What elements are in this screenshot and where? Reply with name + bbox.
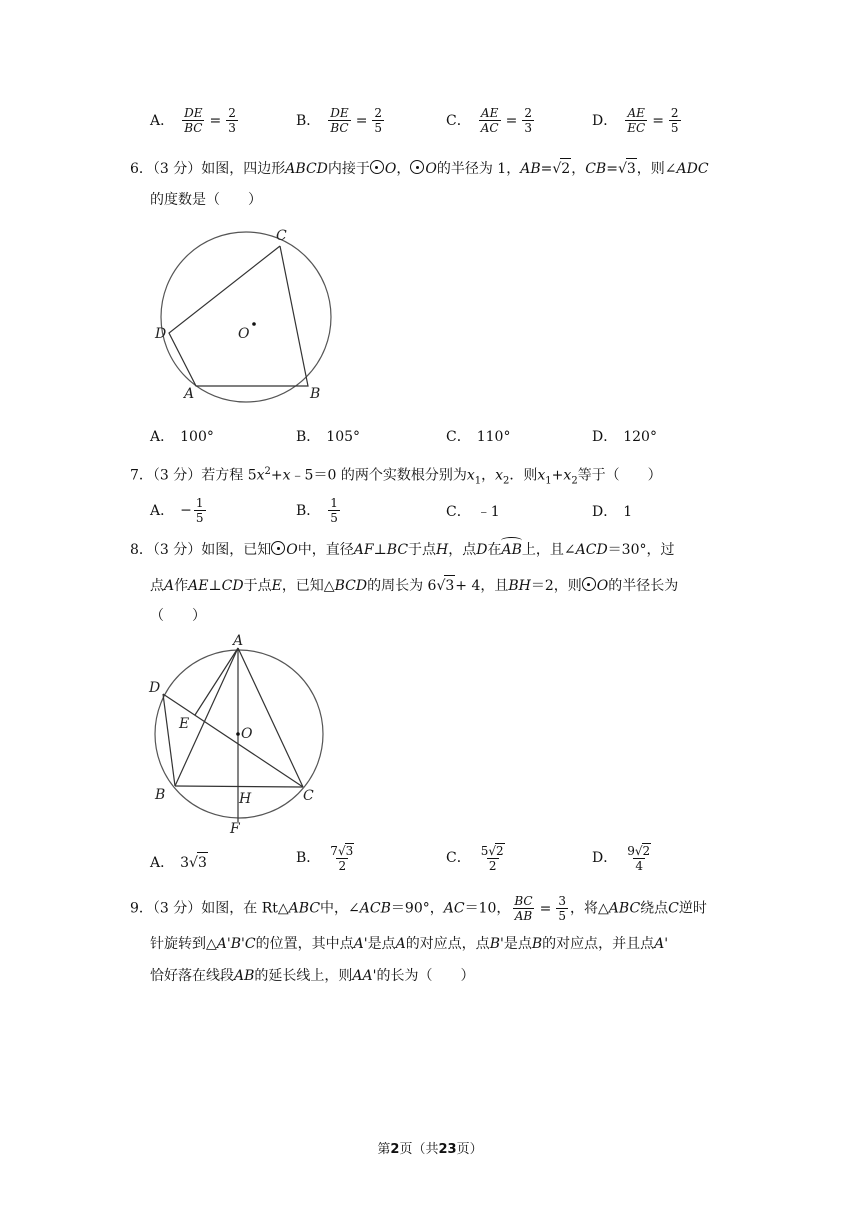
denominator: 2 (488, 859, 497, 873)
subscript: 1 (474, 475, 482, 487)
stem-text: 的半径长为 (608, 578, 679, 594)
math-var: A (164, 578, 175, 594)
stem-text: 作 (174, 578, 189, 594)
option-label: A． (150, 429, 175, 445)
stem-text: 等于（ ） (577, 467, 662, 484)
stem-text: 于点 (408, 542, 437, 558)
option-label: C． (446, 112, 471, 129)
q7-option-d[interactable] (592, 502, 632, 522)
subscript: 2 (503, 475, 510, 487)
stem-text: ，点 (448, 542, 477, 558)
fraction (625, 843, 653, 873)
stem-text: + (270, 467, 283, 484)
circle-dot-symbol (410, 160, 424, 174)
q7-option-a[interactable] (150, 496, 208, 525)
stem-text: 如图，在 Rt△ (201, 900, 289, 917)
stem-text: ， (571, 161, 586, 177)
numerator: 2 (670, 106, 679, 120)
fraction-value (669, 106, 681, 135)
math-var: ABC (288, 900, 321, 917)
footer-text: 页（共 (399, 1142, 439, 1157)
total-pages: 23 (438, 1142, 457, 1157)
sqrt-sign: √ (617, 161, 627, 177)
denominator: 5 (670, 121, 679, 135)
math-var: CD (221, 578, 244, 594)
math-var: x (256, 467, 265, 484)
stem-text: = (540, 161, 553, 177)
equals: = (209, 112, 222, 129)
math-var: x (282, 467, 291, 484)
option-label: D． (592, 112, 618, 129)
option-value: 100° (180, 429, 214, 445)
math-var: A' (654, 936, 669, 952)
sqrt-sign: √ (488, 844, 497, 858)
sqrt-sign: √ (337, 844, 346, 858)
stem-text: ＝30°，过 (607, 542, 675, 558)
q5-option-b[interactable] (296, 106, 386, 135)
score: （3 分） (152, 900, 202, 917)
option-label: C． (446, 504, 471, 520)
numerator: DE (330, 106, 349, 120)
footer-text: 页） (456, 1142, 483, 1157)
denominator: 5 (558, 909, 566, 923)
math-var: B (531, 936, 543, 952)
q6-figure-circle-quadrilateral (150, 226, 340, 416)
coefficient: 9 (627, 844, 635, 858)
fraction (328, 843, 356, 873)
q8-stem-line2 (150, 575, 678, 596)
stem-text: ＝10， (464, 900, 511, 917)
stem-text: 针旋转到△ (150, 936, 217, 952)
q7-option-b[interactable] (296, 496, 342, 525)
stem-text: ，已知△ (281, 578, 335, 594)
question-number: 9． (130, 900, 153, 917)
sqrt-sign: √ (436, 578, 446, 594)
q9-stem-line2 (150, 934, 668, 954)
coefficient: 3 (180, 855, 190, 871)
q9-stem-line3 (150, 966, 474, 986)
q6-option-a[interactable] (150, 427, 214, 447)
numerator: DE (184, 106, 203, 120)
math-var: D (476, 542, 488, 558)
equals: = (539, 900, 552, 917)
math-var: O (286, 542, 298, 558)
equals: = (505, 112, 518, 129)
label-d: D (155, 326, 167, 342)
q5-option-d[interactable] (592, 106, 683, 135)
segment-dc (163, 694, 303, 787)
circle-dot-symbol (582, 577, 596, 591)
q6-stem-line1 (130, 158, 709, 179)
stem-text: ﹣5＝0 的两个实数根分别为 (290, 467, 467, 484)
math-var: x (563, 467, 572, 484)
center-point (236, 732, 240, 736)
label-b: B (155, 787, 166, 803)
math-var: ABC (608, 900, 641, 917)
radicand: 3 (444, 575, 455, 596)
stem-text: 的对应点，并且点 (542, 936, 655, 952)
denominator: AC (480, 121, 499, 135)
math-var: AC (443, 900, 465, 917)
equals: = (355, 112, 368, 129)
option-value: 110° (476, 429, 511, 445)
subscript: 2 (571, 475, 578, 487)
subscript: 1 (545, 475, 552, 487)
fraction (328, 106, 350, 135)
stem-text: ＝90°， (390, 900, 444, 917)
label-d: D (149, 680, 161, 696)
math-var: BH (508, 578, 531, 594)
radicand: 2 (642, 844, 651, 858)
q7-option-c[interactable] (446, 502, 500, 522)
label-a: A (184, 386, 195, 402)
math-var: A' (353, 936, 368, 952)
math-var: AF (353, 542, 374, 558)
radicand: 3 (626, 158, 637, 179)
stem-text: 恰好落在线段 (150, 968, 234, 984)
stem-text: 的延长线上，则 (254, 968, 353, 984)
label-c: C (276, 228, 287, 244)
math-var: BCD (334, 578, 368, 594)
fraction (194, 496, 206, 525)
stem-text: 的对应点，点 (405, 936, 490, 952)
q8-option-c[interactable] (446, 843, 509, 873)
q6-stem-line2: 的度数是（ ） (150, 192, 262, 208)
stem-text: 的周长为 6 (367, 578, 437, 594)
math-var: C (668, 900, 679, 917)
stem-text: ⊥ (373, 542, 387, 558)
math-var: O (384, 161, 397, 177)
fraction-value (372, 106, 384, 135)
option-value: ﹣1 (476, 504, 500, 520)
question-number: 6． (130, 161, 153, 177)
stem-text: 中，直径 (297, 542, 354, 558)
sqrt-sign: √ (552, 161, 562, 177)
coefficient: 7 (330, 844, 338, 858)
fraction-value (226, 106, 238, 135)
stem-text: 是点 (503, 936, 532, 952)
score: （3 分） (152, 542, 202, 558)
math-var: ADC (676, 161, 709, 177)
math-var: E (271, 578, 282, 594)
math-var: O (596, 578, 609, 594)
stem-text: ， (396, 161, 411, 177)
radicand: 3 (345, 844, 354, 858)
denominator: BC (330, 121, 349, 135)
q7-stem (130, 462, 662, 491)
label-f: F (230, 821, 240, 837)
fraction-value (556, 894, 568, 923)
center-point (252, 322, 256, 326)
chord-bc (175, 786, 303, 787)
fraction (479, 843, 507, 873)
numerator: BC (514, 894, 533, 908)
stem-text: 点 (150, 578, 164, 594)
fraction (625, 106, 647, 135)
math-var: B' (489, 936, 504, 952)
denominator: 3 (228, 121, 236, 135)
sqrt-sign: √ (634, 844, 643, 858)
stem-text: 逆时 (678, 900, 707, 917)
option-label: A． (150, 855, 175, 871)
stem-text: 是点 (367, 936, 396, 952)
option-label: B． (296, 112, 321, 129)
label-e: E (179, 716, 190, 732)
denominator: BC (184, 121, 203, 135)
q8-option-d[interactable] (592, 843, 655, 873)
numerator: 2 (228, 106, 236, 120)
segment-ac (238, 648, 303, 787)
denominator: EC (627, 121, 646, 135)
question-number: 7． (130, 467, 153, 484)
quadrilateral-abcd (169, 246, 308, 386)
coefficient: 5 (480, 844, 489, 858)
equals: = (652, 112, 664, 129)
denominator: 5 (195, 511, 204, 525)
option-label: D． (592, 850, 618, 866)
denominator: 5 (374, 121, 383, 135)
circle-dot-symbol (271, 541, 285, 555)
stem-text: 于点 (243, 578, 272, 594)
math-var: O (425, 161, 437, 177)
page-footer (0, 1138, 860, 1157)
q8-option-a[interactable] (150, 852, 208, 873)
option-label: A． (150, 112, 175, 129)
score: （3 分） (152, 467, 202, 484)
fraction (328, 496, 340, 525)
segment-ae (195, 648, 238, 715)
stem-text: 的长为（ ） (376, 968, 475, 984)
option-value: 120° (623, 429, 657, 445)
label-o: O (241, 726, 253, 742)
stem-text: 上，且∠ (521, 542, 576, 558)
stem-text: 中，∠ (320, 900, 360, 917)
math-var: AA' (352, 968, 377, 984)
math-var: H (436, 542, 449, 558)
label-h: H (239, 791, 252, 807)
radicand: 3 (197, 852, 208, 873)
math-var: ACD (575, 542, 608, 558)
q5-option-c[interactable] (446, 106, 536, 135)
arc-ab: AB (501, 542, 522, 558)
q6-option-d[interactable] (592, 427, 657, 447)
stem-text: + 4，且 (455, 578, 509, 594)
superscript: 2 (264, 466, 271, 477)
stem-text: 绕点 (640, 900, 669, 917)
stem-text: ，将△ (570, 900, 609, 917)
q6-option-c[interactable] (446, 427, 510, 447)
footer-text: 第 (377, 1142, 391, 1157)
math-var: A (395, 936, 406, 952)
fraction (479, 106, 501, 135)
sqrt-sign: √ (189, 855, 198, 871)
denominator: 4 (635, 859, 644, 873)
denominator: 5 (330, 511, 338, 525)
label-b: B (310, 386, 321, 402)
math-var: AB (520, 161, 541, 177)
option-label: D． (592, 429, 618, 445)
q8-stem-line3: （ ） (150, 608, 206, 624)
stem-text: 如图，四边形 (201, 161, 286, 177)
numerator: 1 (330, 496, 338, 510)
fraction-value (522, 106, 534, 135)
q8-option-b[interactable] (296, 843, 358, 873)
q6-option-b[interactable] (296, 427, 360, 447)
option-value: 105° (326, 429, 361, 445)
stem-text: ＝2，则 (530, 578, 582, 594)
minus-sign: − (180, 502, 192, 519)
math-var: CB (585, 161, 607, 177)
numerator: 1 (195, 496, 204, 510)
label-o: O (238, 326, 250, 342)
label-a: A (233, 634, 244, 649)
score: （3 分） (152, 161, 202, 177)
math-var: AE (188, 578, 209, 594)
option-label: B． (296, 502, 321, 519)
q5-option-a[interactable] (150, 106, 240, 135)
stem-text: 如图，已知 (201, 542, 272, 558)
option-label: C． (446, 429, 471, 445)
numerator: 2 (524, 106, 532, 120)
fraction (182, 106, 204, 135)
option-value: 1 (623, 504, 633, 520)
numerator: AE (480, 106, 499, 120)
label-c: C (303, 788, 314, 804)
stem-text: 的位置，其中点 (255, 936, 354, 952)
math-var: ACB (359, 900, 391, 917)
math-var: BC (386, 542, 409, 558)
fraction-bc-ab (512, 894, 534, 923)
math-var: ABCD (285, 161, 328, 177)
stem-text: 内接于 (327, 161, 370, 177)
stem-text: ．则 (509, 467, 538, 484)
math-var: x (466, 467, 475, 484)
radicand: 2 (496, 844, 504, 858)
math-var: AB (234, 968, 255, 984)
page-number: 2 (390, 1142, 400, 1157)
math-var: x (495, 467, 504, 484)
option-label: D． (592, 504, 618, 520)
math-var: x (537, 467, 546, 484)
stem-text: 若方程 5 (201, 467, 257, 484)
radicand: 2 (560, 158, 571, 179)
numerator: 2 (374, 106, 383, 120)
math-var: A'B'C (216, 936, 256, 952)
stem-text: 的半径为 1， (436, 161, 521, 177)
option-label: A． (150, 502, 175, 519)
stem-text: ，则∠ (636, 161, 677, 177)
q8-stem-line1 (130, 540, 675, 560)
numerator: 3 (558, 894, 566, 908)
option-label: C． (446, 850, 471, 866)
stem-text: 在 (487, 542, 502, 558)
circle-dot-symbol (370, 160, 384, 174)
denominator: 3 (524, 121, 532, 135)
option-label: B． (296, 850, 321, 866)
denominator: 2 (338, 859, 347, 873)
stem-text: = (606, 161, 618, 177)
option-label: B． (296, 429, 321, 445)
q8-figure-circle-triangles (145, 634, 335, 839)
stem-text: + (551, 467, 564, 484)
numerator: AE (627, 106, 645, 120)
stem-text: ， (481, 467, 496, 484)
denominator: AB (514, 909, 533, 923)
q9-stem-line1 (130, 894, 707, 923)
stem-text: ⊥ (208, 578, 222, 594)
question-number: 8． (130, 542, 153, 558)
